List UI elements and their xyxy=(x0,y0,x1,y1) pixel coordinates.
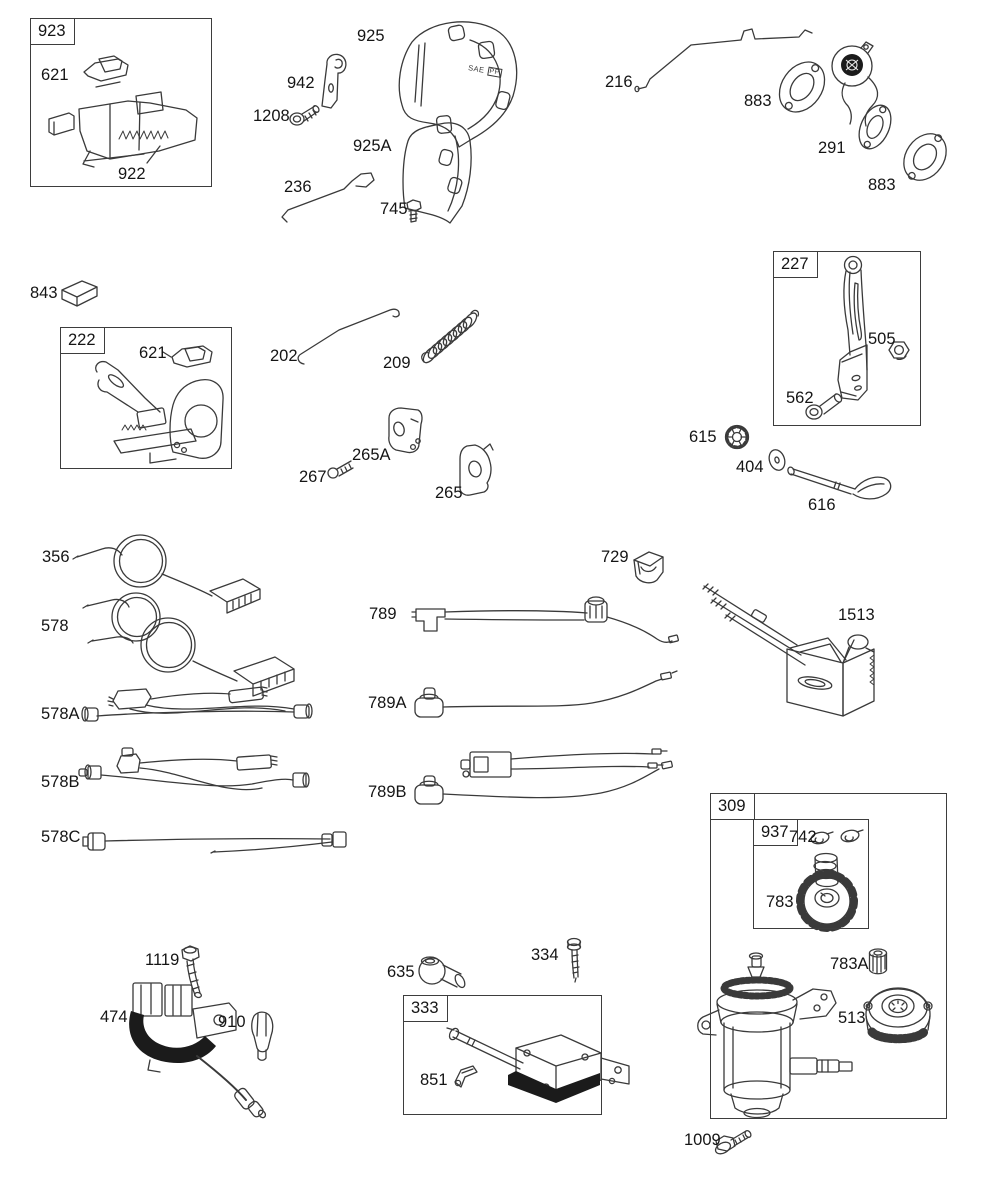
callout-922: 922 xyxy=(118,165,146,183)
callout-505: 505 xyxy=(868,330,896,348)
part-474-drawing xyxy=(129,983,267,1119)
callout-267: 267 xyxy=(299,468,327,486)
part-1513-drawing xyxy=(703,584,874,716)
callout-925A: 925A xyxy=(353,137,392,155)
part-404-drawing xyxy=(767,448,788,473)
part-925A-drawing xyxy=(403,115,471,223)
part-216-drawing xyxy=(635,29,812,92)
callout-942: 942 xyxy=(287,74,315,92)
group-box-333 xyxy=(403,995,602,1115)
callout-621a: 621 xyxy=(41,66,69,84)
part-925-drawing xyxy=(399,22,516,147)
callout-1208: 1208 xyxy=(253,107,290,125)
callout-562: 562 xyxy=(786,389,814,407)
group-box-227-label: 227 xyxy=(774,252,818,278)
part-334-drawing xyxy=(568,939,581,983)
callout-925: 925 xyxy=(357,27,385,45)
callout-1119: 1119 xyxy=(145,951,180,969)
part-616-drawing xyxy=(787,466,891,499)
callout-474: 474 xyxy=(100,1008,128,1026)
callout-265: 265 xyxy=(435,484,463,502)
part-942-drawing xyxy=(322,54,346,108)
callout-742: 742 xyxy=(789,828,817,846)
callout-236: 236 xyxy=(284,178,312,196)
callout-216: 216 xyxy=(605,73,633,91)
callout-789A: 789A xyxy=(368,694,407,712)
callout-202: 202 xyxy=(270,347,298,365)
group-box-222-label: 222 xyxy=(61,328,105,354)
callout-1009: 1009 xyxy=(684,1131,721,1149)
callout-883a: 883 xyxy=(744,92,772,110)
callout-265A: 265A xyxy=(352,446,391,464)
part-883b-drawing xyxy=(894,125,955,190)
callout-513: 513 xyxy=(838,1009,866,1027)
callout-621b: 621 xyxy=(139,344,167,362)
callout-851: 851 xyxy=(420,1071,448,1089)
part-356-drawing xyxy=(73,535,260,613)
part-267-drawing xyxy=(328,461,353,478)
callout-635: 635 xyxy=(387,963,415,981)
sae-marking: SAE xyxy=(467,63,486,75)
callout-883b: 883 xyxy=(868,176,896,194)
part-910-drawing xyxy=(252,1012,273,1060)
group-box-923 xyxy=(30,18,212,187)
part-883a-drawing xyxy=(770,53,834,120)
callout-356: 356 xyxy=(42,548,70,566)
part-729-drawing xyxy=(634,552,663,583)
callout-578B: 578B xyxy=(41,773,80,791)
callout-209: 209 xyxy=(383,354,411,372)
part-789B-drawing xyxy=(415,749,673,804)
callout-745: 745 xyxy=(380,200,408,218)
part-265A-drawing xyxy=(389,408,422,453)
part-1208-drawing xyxy=(290,105,320,125)
group-box-937-label: 937 xyxy=(754,820,798,846)
callout-578: 578 xyxy=(41,617,69,635)
part-578C-drawing xyxy=(83,832,346,853)
group-box-309-label: 309 xyxy=(711,794,755,820)
callout-910: 910 xyxy=(218,1013,246,1031)
callout-729: 729 xyxy=(601,548,629,566)
part-578-drawing xyxy=(83,593,294,696)
part-291-drawing xyxy=(832,42,897,154)
callout-789: 789 xyxy=(369,605,397,623)
pp-marking: PP xyxy=(487,67,503,78)
callout-578C: 578C xyxy=(41,828,81,846)
callout-783: 783 xyxy=(766,893,794,911)
group-box-333-label: 333 xyxy=(404,996,448,1022)
part-615-drawing xyxy=(726,426,749,449)
callout-783A: 783A xyxy=(830,955,869,973)
callout-616: 616 xyxy=(808,496,836,514)
part-789A-drawing xyxy=(415,671,677,717)
callout-789B: 789B xyxy=(368,783,407,801)
callout-578A: 578A xyxy=(41,705,80,723)
callout-843: 843 xyxy=(30,284,58,302)
part-789-drawing xyxy=(412,597,679,643)
part-209-drawing xyxy=(421,310,479,364)
callout-1513: 1513 xyxy=(838,606,875,624)
group-box-923-label: 923 xyxy=(31,19,75,45)
callout-291: 291 xyxy=(818,139,846,157)
part-578A-drawing xyxy=(82,687,312,721)
part-635-drawing xyxy=(419,957,467,989)
part-578B-drawing xyxy=(79,748,309,790)
part-265-drawing xyxy=(460,444,493,495)
callout-404: 404 xyxy=(736,458,764,476)
callout-615: 615 xyxy=(689,428,717,446)
callout-334: 334 xyxy=(531,946,559,964)
part-843-drawing xyxy=(62,281,97,306)
